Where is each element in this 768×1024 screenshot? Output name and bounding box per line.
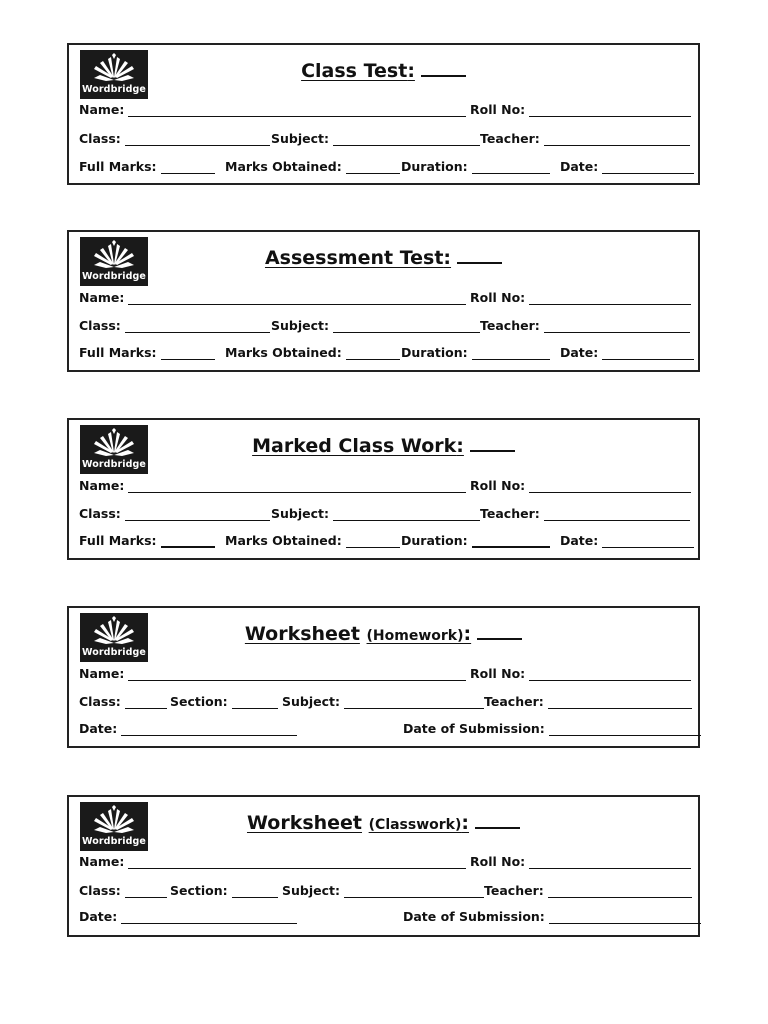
full-marks-blank[interactable] [161,347,215,360]
field-label: Subject: [271,131,329,146]
title-subtext: (Classwork) [368,817,462,833]
teacher-blank[interactable] [544,508,690,521]
field-label: Subject: [271,506,329,521]
title-blank[interactable] [457,244,502,264]
title-blank[interactable] [470,432,515,452]
field-label: Date: [79,909,118,924]
roll-no-blank[interactable] [529,104,691,117]
form-card-worksheet-homework [67,606,700,748]
class-blank[interactable] [125,133,270,146]
marks-obtained-blank[interactable] [346,347,400,360]
subject-blank[interactable] [344,885,484,898]
field-label: Roll No: [470,854,526,869]
field-row [79,131,688,147]
field-label: Date: [560,533,599,548]
class-blank[interactable] [125,320,270,333]
teacher-blank[interactable] [544,320,690,333]
form-title [69,244,698,270]
form-card-assessment-test [67,230,700,372]
field-label: Marks Obtained: [225,533,342,548]
name-blank[interactable] [128,292,466,305]
field-label: Section: [170,694,228,709]
field-label: Roll No: [470,290,526,305]
section-blank[interactable] [232,885,278,898]
duration-blank[interactable] [472,347,550,360]
field-label: Class: [79,506,121,521]
teacher-blank[interactable] [548,885,692,898]
date-blank[interactable] [121,911,297,924]
roll-no-blank[interactable] [529,856,691,869]
field-row [79,318,688,334]
logo-text: Wordbridge [82,84,146,95]
subject-blank[interactable] [333,320,480,333]
logo-text: Wordbridge [82,647,146,658]
section-blank[interactable] [232,696,278,709]
field-row [79,721,688,737]
field-label: Subject: [282,883,340,898]
date-of-submission-blank[interactable] [549,723,701,736]
subject-blank[interactable] [333,133,480,146]
class-blank[interactable] [125,885,167,898]
teacher-blank[interactable] [548,696,692,709]
name-blank[interactable] [128,480,466,493]
field-row [79,883,688,899]
form-title [69,57,698,83]
field-label: Full Marks: [79,533,157,548]
name-blank[interactable] [128,856,466,869]
logo-text: Wordbridge [82,459,146,470]
field-label: Class: [79,318,121,333]
field-label: Name: [79,478,125,493]
form-card-class-test [67,43,700,185]
field-label: Teacher: [484,694,544,709]
name-blank[interactable] [128,104,466,117]
title-text: Class Test [301,60,408,82]
field-label: Date: [560,345,599,360]
field-label: Roll No: [470,102,526,117]
roll-no-blank[interactable] [529,292,691,305]
title-subtext: (Homework) [366,628,464,644]
field-label: Date: [79,721,118,736]
title-colon: : [456,435,464,457]
field-label: Date of Submission: [403,721,545,736]
title-colon: : [407,60,415,82]
form-card-worksheet-classwork [67,795,700,937]
title-text: Worksheet [244,623,360,645]
field-row [79,290,688,306]
field-label: Marks Obtained: [225,345,342,360]
field-label: Roll No: [470,478,526,493]
teacher-blank[interactable] [544,133,690,146]
title-colon: : [463,623,472,645]
form-title [69,432,698,458]
title-text: Worksheet [246,812,363,834]
field-label: Name: [79,666,125,681]
field-row [79,909,688,925]
field-label: Class: [79,883,121,898]
field-label: Duration: [401,533,468,548]
roll-no-blank[interactable] [529,480,691,493]
field-label: Class: [79,694,121,709]
marks-obtained-blank[interactable] [346,535,400,548]
form-title [69,809,698,837]
title-text: Marked Class Work [252,435,457,457]
field-label: Full Marks: [79,345,157,360]
class-blank[interactable] [125,508,270,521]
date-blank[interactable] [121,723,297,736]
field-row [79,666,688,682]
field-row [79,506,688,522]
field-label: Name: [79,102,125,117]
date-of-submission-blank[interactable] [549,911,701,924]
form-title [69,620,698,648]
title-blank[interactable] [477,620,522,640]
field-label: Subject: [271,318,329,333]
field-label: Name: [79,854,125,869]
field-label: Subject: [282,694,340,709]
title-blank[interactable] [421,57,466,77]
field-label: Date of Submission: [403,909,545,924]
roll-no-blank[interactable] [529,668,691,681]
field-label: Teacher: [480,131,540,146]
duration-blank[interactable] [472,534,550,548]
field-label: Section: [170,883,228,898]
title-blank[interactable] [475,809,520,829]
field-label: Roll No: [470,666,526,681]
logo-text: Wordbridge [82,836,146,847]
marks-obtained-blank[interactable] [346,161,400,174]
date-blank[interactable] [602,347,694,360]
field-row [79,478,688,494]
title-colon: : [461,812,469,834]
field-row [79,533,688,549]
field-label: Duration: [401,159,468,174]
field-label: Teacher: [480,506,540,521]
field-label: Duration: [401,345,468,360]
logo-text: Wordbridge [82,271,146,282]
field-label: Marks Obtained: [225,159,342,174]
form-card-marked-class-work [67,418,700,560]
subject-blank[interactable] [333,508,480,521]
date-blank[interactable] [602,535,694,548]
field-row [79,694,688,710]
field-label: Name: [79,290,125,305]
field-label: Teacher: [484,883,544,898]
class-blank[interactable] [125,696,167,709]
field-label: Class: [79,131,121,146]
full-marks-blank[interactable] [161,161,215,174]
name-blank[interactable] [128,668,466,681]
duration-blank[interactable] [472,161,550,174]
date-blank[interactable] [602,161,694,174]
subject-blank[interactable] [344,696,484,709]
full-marks-blank[interactable] [161,534,215,548]
field-row [79,102,688,118]
field-label: Full Marks: [79,159,157,174]
field-row [79,159,688,175]
field-row [79,345,688,361]
title-colon: : [443,247,452,269]
field-row [79,854,688,870]
field-label: Date: [560,159,599,174]
field-label: Teacher: [480,318,540,333]
title-text: Assessment Test [264,247,444,269]
